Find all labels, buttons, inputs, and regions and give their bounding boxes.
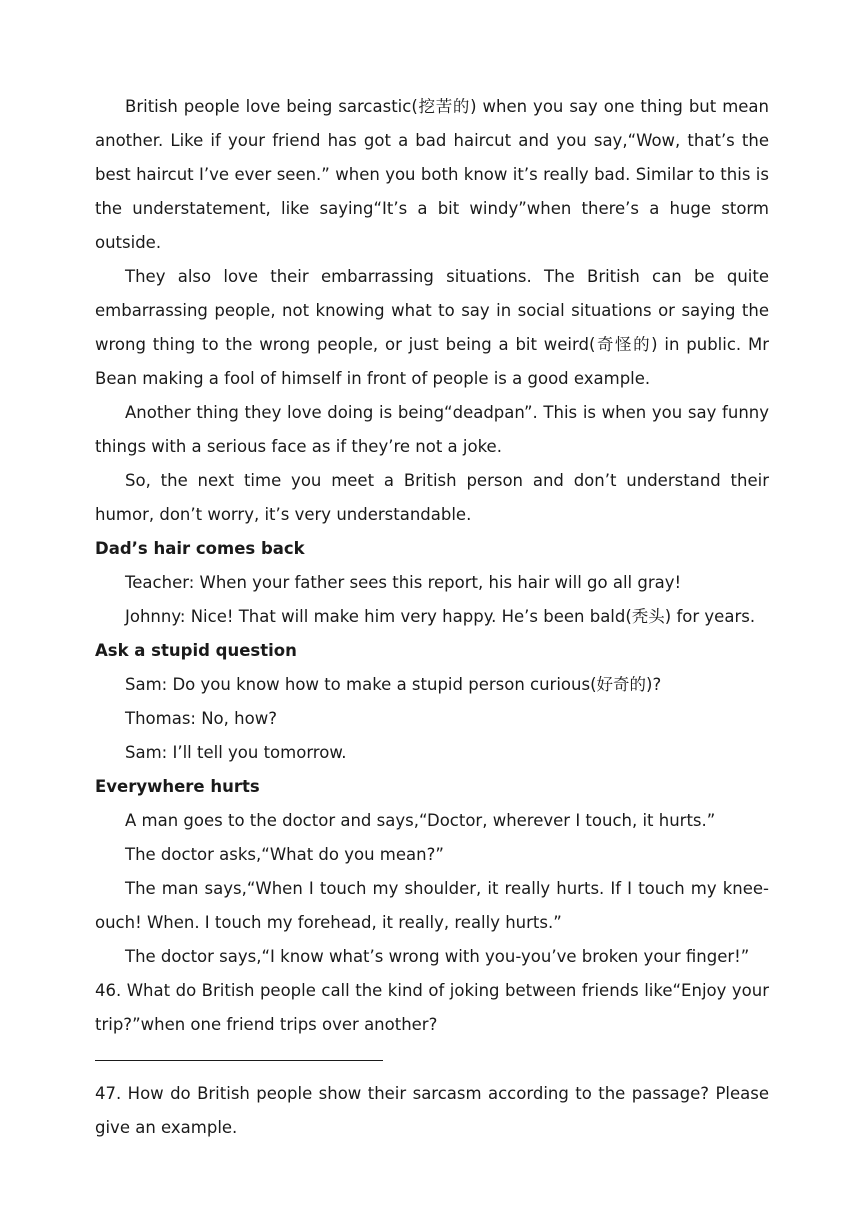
joke-line: The doctor says,“I know what’s wrong with you-you’ve broken your finger!” (125, 947, 750, 966)
joke-title-dads-hair: Dad’s hair comes back (95, 539, 305, 558)
paragraph-conclusion: So, the next time you meet a British person and don’t understand their humor, don’t worry, it’s very understandable. (95, 471, 769, 524)
joke-line: Thomas: No, how? (125, 709, 277, 728)
question-46: 46. What do British people call the kind of joking between friends like“Enjoy your trip?”when one friend trips over another? (95, 981, 769, 1034)
answer-blank-line (95, 1060, 383, 1061)
paragraph-embarrassing: They also love their embarrassing situations. The British can be quite embarrassing people, not knowing what to say in social situations or saying the wrong thing to the wrong people, or just being a bit weird(奇怪的) in public. Mr Bean making a fool of himself in front of people is a good example. (95, 267, 769, 388)
joke-title-stupid-question: Ask a stupid question (95, 641, 297, 660)
joke-line: Sam: I’ll tell you tomorrow. (125, 743, 347, 762)
joke-title-everywhere-hurts: Everywhere hurts (95, 777, 260, 796)
joke-line: The doctor asks,“What do you mean?” (125, 845, 444, 864)
question-47: 47. How do British people show their sarcasm according to the passage? Please give an example. (95, 1084, 769, 1137)
joke-line: A man goes to the doctor and says,“Doctor, wherever I touch, it hurts.” (125, 811, 716, 830)
joke-line: Teacher: When your father sees this report, his hair will go all gray! (125, 573, 682, 592)
joke-line: Johnny: Nice! That will make him very happy. He’s been bald(秃头) for years. (125, 607, 756, 626)
paragraph-sarcasm: British people love being sarcastic(挖苦的) when you say one thing but mean another. Like if your friend has got a bad haircut and you say,“Wow, that’s the best haircut I’ve ever seen.” when you both know it’s really bad. Similar to this is the understatement, like saying“It’s a bit windy”when there’s a huge storm outside. (95, 97, 769, 252)
joke-line: Sam: Do you know how to make a stupid person curious(好奇的)? (125, 675, 662, 694)
paragraph-deadpan: Another thing they love doing is being“deadpan”. This is when you say funny things with a serious face as if they’re not a joke. (95, 403, 769, 456)
joke-line: The man says,“When I touch my shoulder, it really hurts. If I touch my knee-ouch! When. I touch my forehead, it really, really hurts.” (95, 879, 769, 932)
